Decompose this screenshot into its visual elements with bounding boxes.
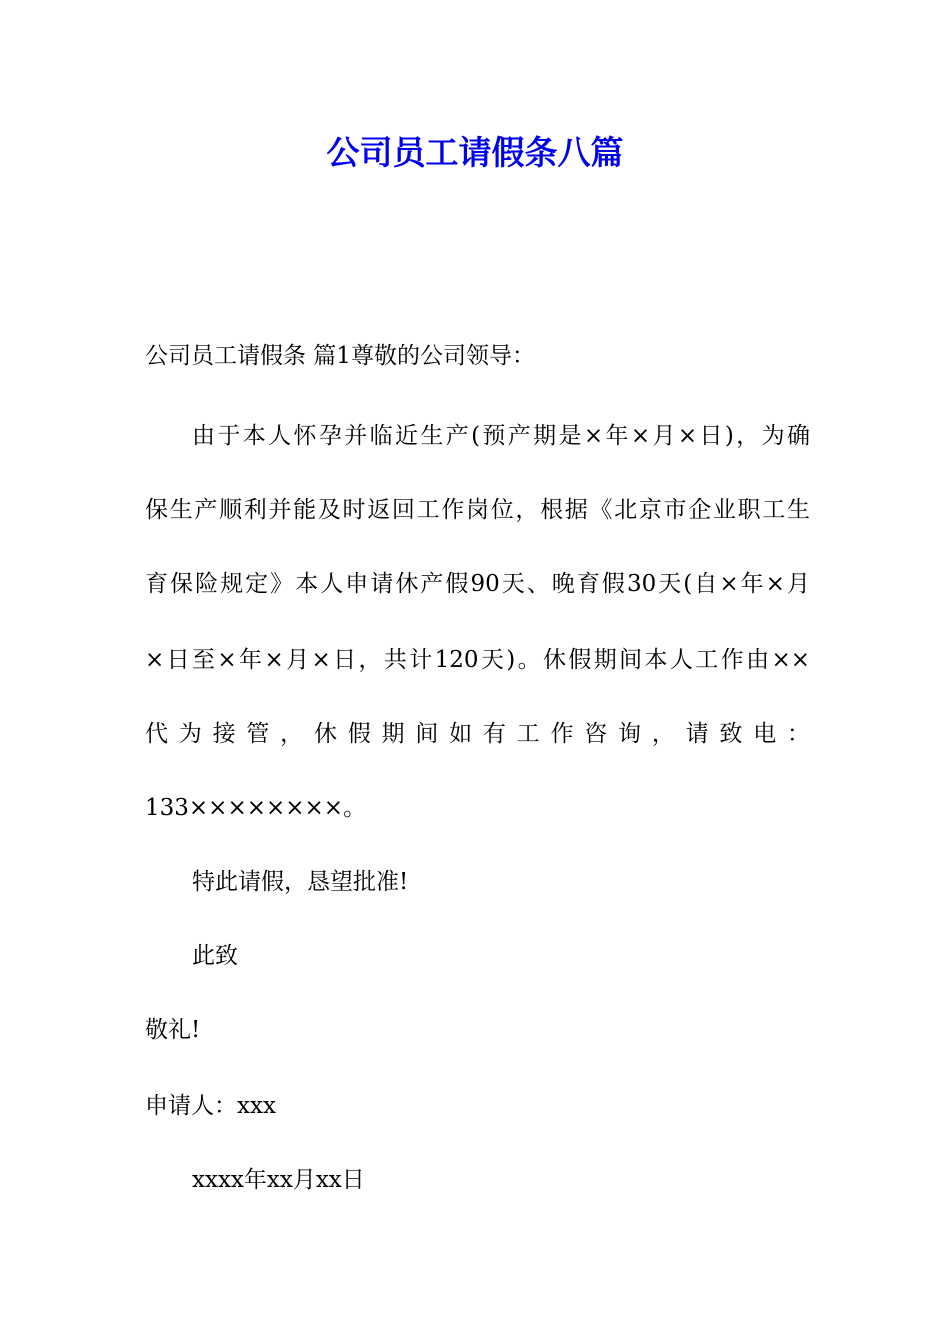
salutation-line: 公司员工请假条 篇1尊敬的公司领导： [145, 343, 535, 369]
body-line-3: 育保险规定》本人申请休产假90天、晚育假30天(自×年×月 [145, 571, 810, 597]
document-title: 公司员工请假条八篇 [326, 133, 624, 172]
regards-line: 敬礼! [145, 1017, 201, 1043]
body-line-4: ×日至×年×月×日，共计120天)。休假期间本人工作由×× [145, 647, 810, 673]
applicant-line: 申请人：xxx [145, 1093, 276, 1119]
body-line-6: 133××××××××。 [145, 795, 367, 821]
body-line-2: 保生产顺利并能及时返回工作岗位，根据《北京市企业职工生 [145, 497, 810, 523]
date-line: xxxx年xx月xx日 [192, 1167, 365, 1193]
request-line: 特此请假，恳望批准! [192, 869, 409, 895]
body-line-1: 由于本人怀孕并临近生产(预产期是×年×月×日)，为确 [192, 423, 810, 449]
body-line-5: 代为接管，休假期间如有工作咨询，请致电： [145, 721, 810, 747]
closing-line: 此致 [192, 943, 238, 969]
